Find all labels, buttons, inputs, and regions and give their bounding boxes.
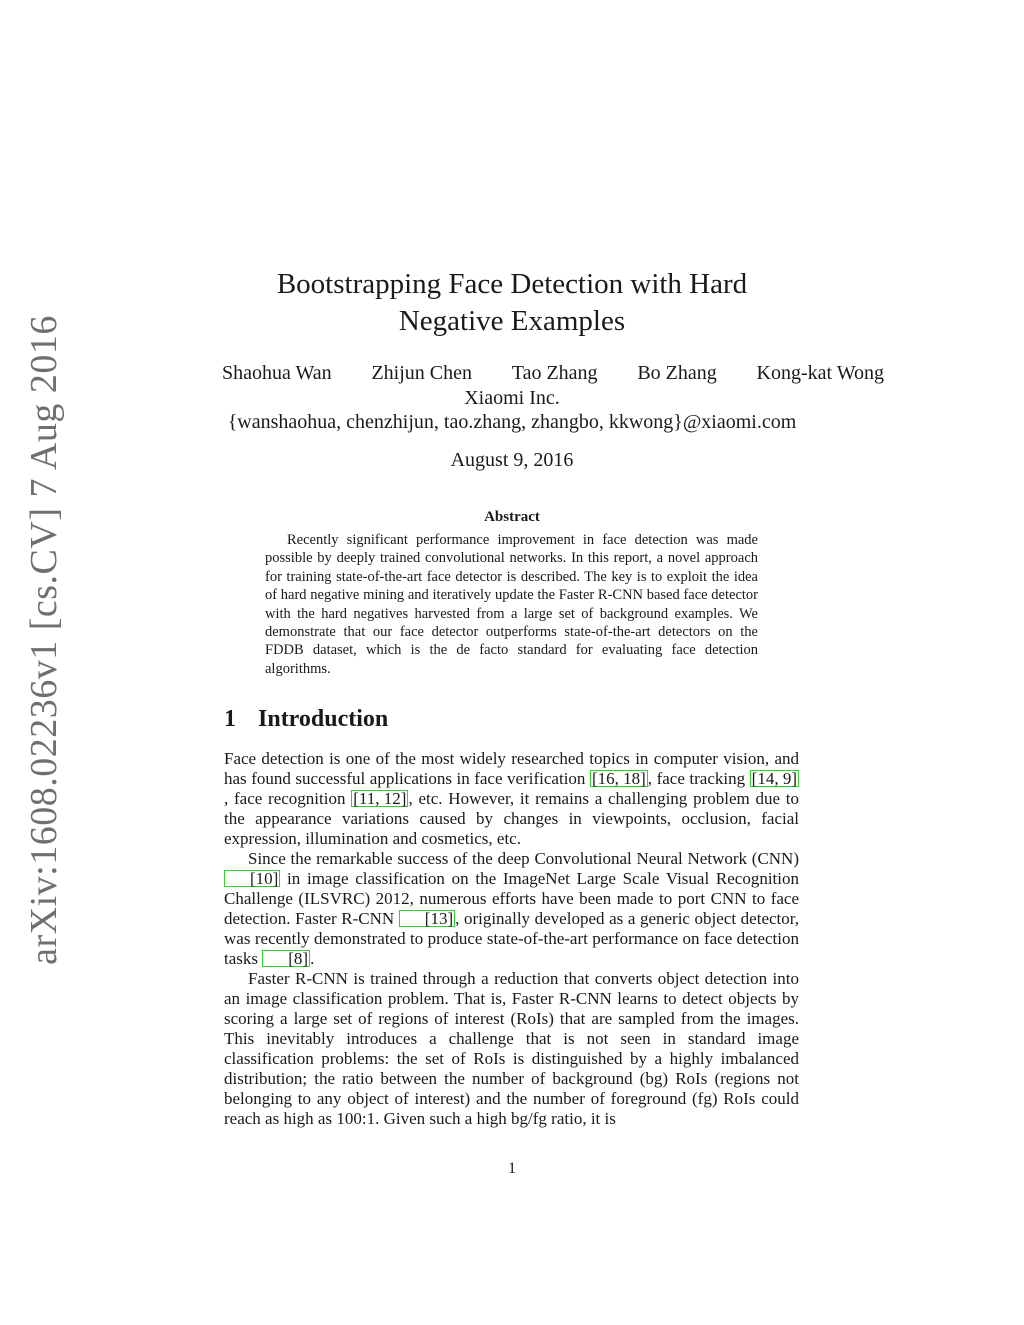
bracket: [ bbox=[424, 909, 431, 928]
body-text bbox=[224, 749, 799, 1129]
text-run: , face tracking bbox=[647, 769, 750, 788]
author: Tao Zhang bbox=[511, 362, 598, 384]
bracket: ] bbox=[400, 789, 407, 808]
author: Zhijun Chen bbox=[371, 362, 472, 384]
abstract-text: Recently significant performance improvement in face detection was made possible by deeply trained convolutional networks. In this report, a novel approach for training state-of-the-art face detector is described. The key is to exploit the idea of hard negative mining and iteratively update the Faster R-CNN based face detector with the hard negatives harvested from a large set of background examples. We demonstrate that our face detector outperforms state-of-the-art detectors on the FDDB dataset, which is the de facto standard for evaluating face detection algorithms. bbox=[265, 532, 758, 677]
citation-link[interactable] bbox=[399, 910, 455, 927]
bracket: [ bbox=[288, 949, 294, 968]
bracket: [ bbox=[591, 769, 598, 788]
text-run: in image classification on the ImageNet Large Scale Visual Recognition Challenge (ILSVRC) 2012, numerous efforts have been made to port CNN to face detection. Faster R-CNN bbox=[224, 869, 799, 928]
citation-link[interactable] bbox=[750, 770, 799, 787]
text-run: . bbox=[310, 949, 315, 968]
citation-number: 11 bbox=[358, 789, 376, 808]
citation-number: 12 bbox=[383, 789, 401, 808]
author: Bo Zhang bbox=[637, 362, 717, 384]
bracket: ] bbox=[791, 769, 797, 788]
title-line-1: Bootstrapping Face Detection with Hard bbox=[276, 268, 748, 300]
citation-number: 9 bbox=[782, 769, 792, 788]
paper-title bbox=[200, 266, 824, 340]
citation-number: 10 bbox=[255, 869, 273, 888]
paragraph-1 bbox=[224, 749, 799, 849]
bracket: ] bbox=[447, 909, 454, 928]
text-run: , face recognition bbox=[224, 789, 352, 808]
bracket: [ bbox=[250, 869, 256, 888]
citation-link[interactable] bbox=[262, 950, 310, 967]
title-line-2: Negative Examples bbox=[398, 305, 626, 337]
abstract-heading: Abstract bbox=[484, 509, 540, 525]
citation-link[interactable] bbox=[590, 770, 648, 787]
bracket: ] bbox=[640, 769, 646, 788]
separator: , bbox=[774, 769, 783, 788]
text-run: Since the remarkable success of the deep Convolutional Neural Network (CNN) bbox=[248, 849, 799, 868]
affiliation: Xiaomi Inc. bbox=[464, 387, 560, 409]
text-run: , originally developed as a generic object detector, was recently demonstrated to produce state-of-the-art performance on face detection tasks bbox=[224, 909, 799, 968]
author: Shaohua Wan bbox=[222, 362, 332, 384]
text-run: , etc. However, it remains a challenging problem due to the appearance variations caused by changes in viewpoints, occlusion, facial expression, illumination and cosmetics, etc. bbox=[224, 789, 799, 848]
page-number: 1 bbox=[508, 1160, 516, 1177]
arxiv-stamp: arXiv:1608.02236v1 [cs.CV] 7 Aug 2016 bbox=[23, 315, 65, 965]
section-number: 1 bbox=[224, 706, 236, 732]
separator: , bbox=[614, 769, 624, 788]
publication-date: August 9, 2016 bbox=[450, 449, 574, 471]
section-heading bbox=[224, 706, 388, 733]
citation-number: 14 bbox=[757, 769, 775, 788]
citation-number: 8 bbox=[293, 949, 303, 968]
paragraph-2 bbox=[224, 849, 799, 969]
author: Kong-kat Wong bbox=[756, 362, 884, 384]
bracket: ] bbox=[272, 869, 279, 888]
citation-link[interactable] bbox=[351, 790, 408, 807]
paragraph-3 bbox=[224, 969, 799, 1129]
text-run: Faster R-CNN is trained through a reduction that converts object detection into an image classification problem. That is, Faster R-CNN learns to detect objects by scoring a large set of regions of interest (RoIs) that are sampled from the images. This inevitably introduces a challenge that is not seen in standard image classification problems: the set of RoIs is distinguished by a highly imbalanced distribution; the ratio between the number of background (bg) RoIs (regions not belonging to any object of interest) and the number of foreground (fg) RoIs could reach as high as 100:1. Given such a high bg/fg ratio, it is bbox=[224, 969, 799, 1128]
bracket: [ bbox=[353, 789, 359, 808]
bracket: ] bbox=[302, 949, 309, 968]
section-title: Introduction bbox=[258, 706, 389, 732]
citation-number: 18 bbox=[623, 769, 641, 788]
author-emails: {wanshaohua, chenzhijun, tao.zhang, zhangbo, kkwong}@xiaomi.com bbox=[227, 411, 797, 433]
affiliation-block bbox=[200, 386, 824, 434]
separator: , bbox=[375, 789, 384, 808]
citation-link[interactable] bbox=[224, 870, 280, 887]
text-run: Face detection is one of the most widely researched topics in computer vision, and has found successful applications in face verification bbox=[224, 749, 799, 788]
citation-number: 13 bbox=[430, 909, 448, 928]
citation-number: 16 bbox=[597, 769, 615, 788]
author-list bbox=[222, 362, 884, 385]
bracket: [ bbox=[751, 769, 758, 788]
